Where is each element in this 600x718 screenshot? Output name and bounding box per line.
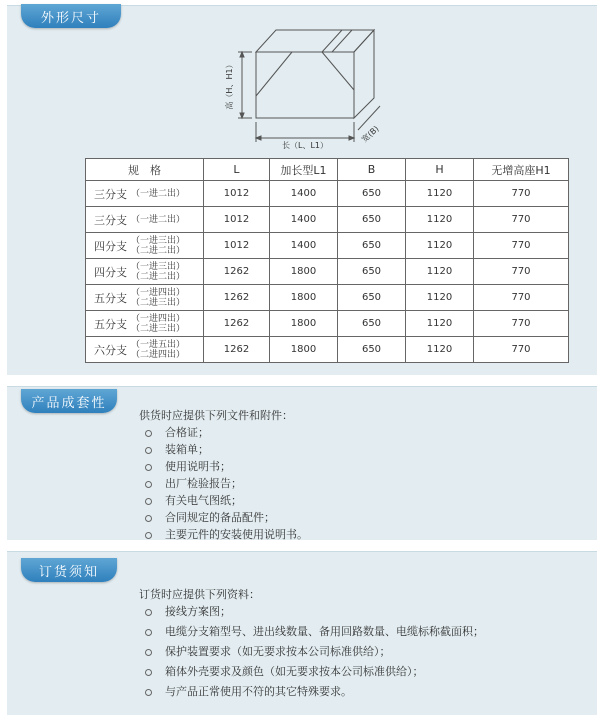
branch-count: 五分支: [94, 291, 127, 305]
cell-l: 1262: [204, 259, 270, 285]
height-label: 高（H、H1）: [225, 60, 234, 110]
table-row: [86, 311, 569, 337]
length-label: 长（L、L1）: [281, 141, 329, 150]
spec-name-cell: [86, 181, 204, 207]
branch-count: 五分支: [94, 317, 127, 331]
config-line: （一进二出）: [131, 188, 186, 199]
cell-b: 650: [338, 207, 406, 233]
cell-h1: 770: [474, 207, 569, 233]
branch-count: 三分支: [94, 213, 127, 227]
package-intro: 供货时应提供下列文件和附件：: [139, 409, 293, 422]
inlet-outlet-config: [131, 288, 185, 308]
header-l: L: [204, 159, 270, 181]
config-line: （二进二出）: [131, 271, 186, 282]
cell-h1: 770: [474, 181, 569, 207]
header-spec: 规 格: [86, 159, 204, 181]
cell-l: 1262: [204, 311, 270, 337]
config-line: （一进三出）: [131, 235, 186, 246]
cell-b: 650: [338, 259, 406, 285]
ordering-list: [143, 602, 484, 702]
config-line: （一进三出）: [131, 261, 186, 272]
width-dimension-line: [358, 106, 380, 130]
table-row: [86, 233, 569, 259]
config-line: （一进四出）: [131, 287, 186, 298]
list-item: 有关电气图纸；: [143, 492, 308, 509]
spec-name-cell: [86, 207, 204, 233]
width-label: 宽(B): [359, 124, 381, 145]
cell-h1: 770: [474, 259, 569, 285]
cell-l: 1012: [204, 207, 270, 233]
spec-name-cell: [86, 285, 204, 311]
table-row: [86, 285, 569, 311]
config-line: （二进三出）: [131, 323, 186, 334]
box-front-face: [256, 52, 354, 118]
config-line: （一进二出）: [131, 214, 186, 225]
cell-h1: 770: [474, 285, 569, 311]
cell-h: 1120: [406, 285, 474, 311]
branch-count: 六分支: [94, 343, 127, 357]
cabinet-diagram: [222, 20, 422, 152]
header-l1: 加长型L1: [270, 159, 338, 181]
list-item: 电缆分支箱型号、进出线数量、备用回路数量、电缆标称截面积；: [143, 622, 484, 642]
table-row: [86, 259, 569, 285]
cell-h: 1120: [406, 311, 474, 337]
inlet-outlet-config: [131, 215, 185, 225]
cell-b: 650: [338, 233, 406, 259]
cell-l: 1012: [204, 181, 270, 207]
inlet-outlet-config: [131, 340, 185, 360]
cell-h: 1120: [406, 259, 474, 285]
list-item: 保护装置要求（如无要求按本公司标准供给）；: [143, 642, 484, 662]
cell-l1: 1800: [270, 285, 338, 311]
config-line: （二进二出）: [131, 245, 186, 256]
cell-l: 1262: [204, 337, 270, 363]
cell-b: 650: [338, 285, 406, 311]
table-row: [86, 207, 569, 233]
top-band-line: [332, 30, 352, 52]
table-row: [86, 181, 569, 207]
list-item: 装箱单；: [143, 441, 308, 458]
ordering-intro: 订货时应提供下列资料：: [139, 588, 260, 601]
table-header-row: [86, 159, 569, 181]
cell-b: 650: [338, 337, 406, 363]
cell-h1: 770: [474, 337, 569, 363]
box-top-face: [256, 30, 374, 52]
cell-h: 1120: [406, 207, 474, 233]
list-item: 合格证；: [143, 424, 308, 441]
header-b: B: [338, 159, 406, 181]
inlet-outlet-config: [131, 262, 185, 282]
cell-l1: 1400: [270, 233, 338, 259]
front-diagonal: [322, 52, 354, 90]
cell-h1: 770: [474, 311, 569, 337]
list-item: 使用说明书；: [143, 458, 308, 475]
list-item: 主要元件的安装使用说明书。: [143, 526, 308, 543]
config-line: （二进三出）: [131, 297, 186, 308]
header-h: H: [406, 159, 474, 181]
top-band-line: [322, 30, 342, 52]
cell-l1: 1400: [270, 181, 338, 207]
spec-name-cell: [86, 337, 204, 363]
list-item: 出厂检验报告；: [143, 475, 308, 492]
list-item: 箱体外壳要求及颜色（如无要求按本公司标准供给）；: [143, 662, 484, 682]
cell-l: 1262: [204, 285, 270, 311]
spec-table: [85, 158, 569, 363]
cell-h: 1120: [406, 181, 474, 207]
spec-name-cell: [86, 233, 204, 259]
branch-count: 四分支: [94, 239, 127, 253]
inlet-outlet-config: [131, 314, 185, 334]
ordering-tab: 订货须知: [21, 558, 117, 582]
branch-count: 三分支: [94, 187, 127, 201]
header-h1: 无增高座H1: [474, 159, 569, 181]
package-list: [143, 424, 308, 543]
config-line: （一进五出）: [131, 339, 186, 350]
inlet-outlet-config: [131, 236, 185, 256]
table-row: [86, 337, 569, 363]
cell-h: 1120: [406, 233, 474, 259]
spec-name-cell: [86, 259, 204, 285]
ordering-panel: [7, 551, 597, 715]
list-item: 合同规定的备品配件；: [143, 509, 308, 526]
cell-b: 650: [338, 311, 406, 337]
package-panel: [7, 386, 597, 540]
front-diagonal: [256, 52, 292, 96]
inlet-outlet-config: [131, 189, 185, 199]
spec-name-cell: [86, 311, 204, 337]
box-side-face: [354, 30, 374, 118]
branch-count: 四分支: [94, 265, 127, 279]
dimensions-panel: [7, 5, 597, 375]
cell-h: 1120: [406, 337, 474, 363]
cell-l1: 1800: [270, 337, 338, 363]
list-item: 接线方案图；: [143, 602, 484, 622]
dimensions-tab: 外形尺寸: [21, 4, 121, 28]
config-line: （二进四出）: [131, 349, 186, 360]
config-line: （一进四出）: [131, 313, 186, 324]
cell-l1: 1800: [270, 311, 338, 337]
cell-l1: 1400: [270, 207, 338, 233]
cell-h1: 770: [474, 233, 569, 259]
cell-b: 650: [338, 181, 406, 207]
list-item: 与产品正常使用不符的其它特殊要求。: [143, 682, 484, 702]
package-tab: 产品成套性: [21, 389, 117, 413]
cell-l: 1012: [204, 233, 270, 259]
cell-l1: 1800: [270, 259, 338, 285]
